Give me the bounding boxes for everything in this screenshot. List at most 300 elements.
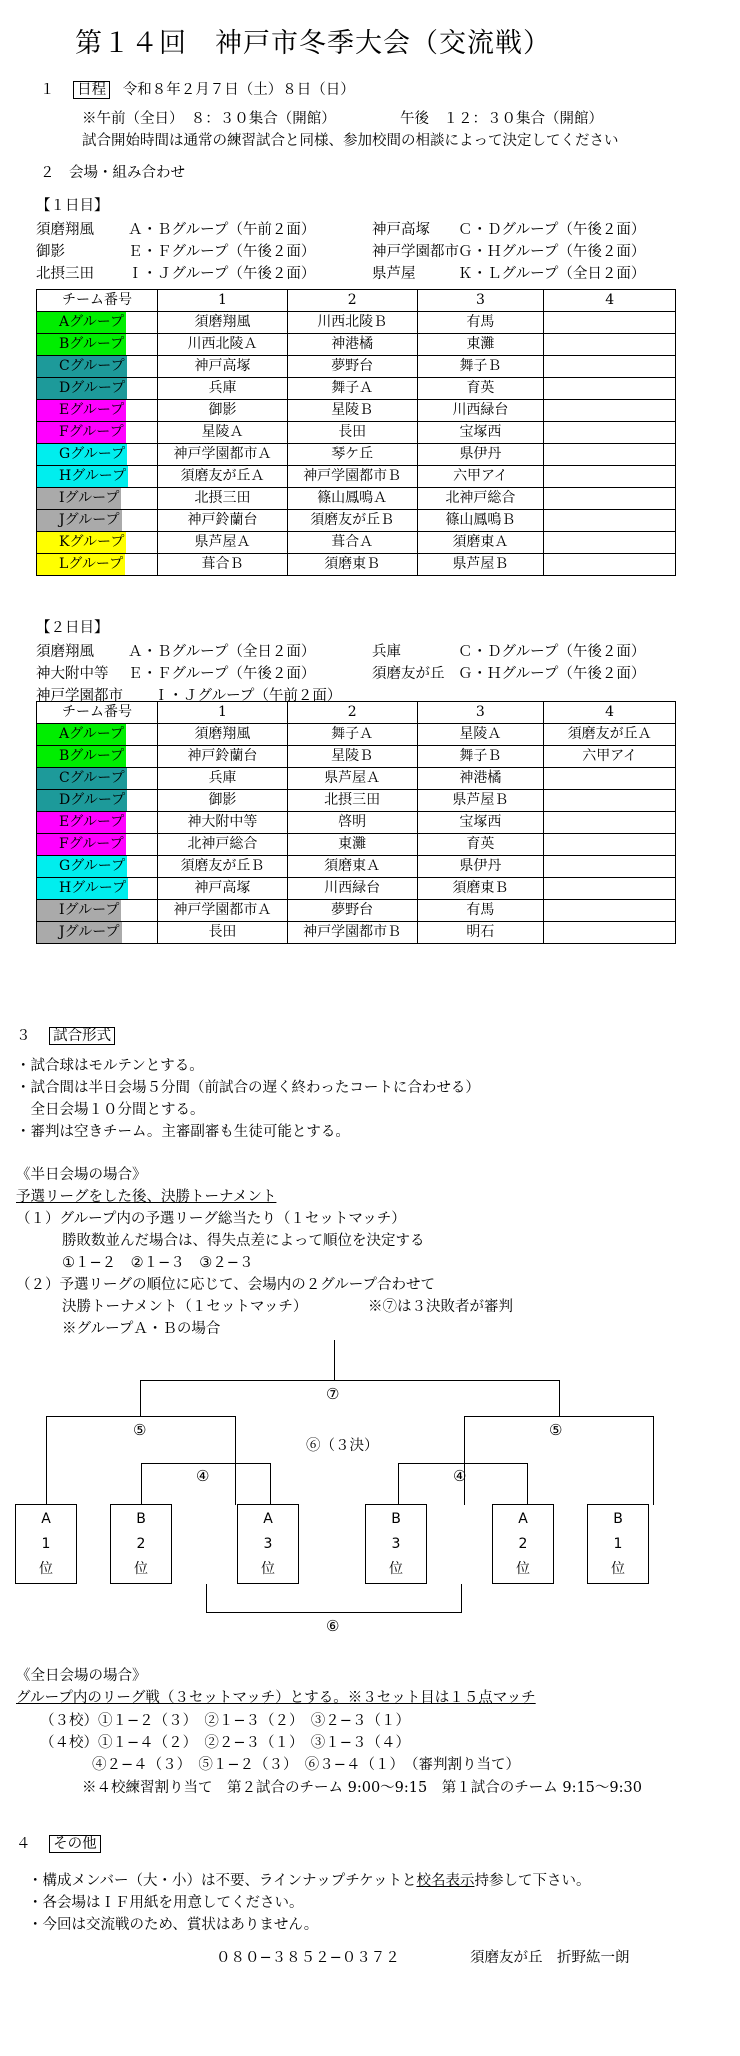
venue-name: 神戸学園都市	[36, 688, 123, 704]
group-cell	[37, 422, 158, 444]
bracket-team-text: B	[136, 1511, 146, 1527]
other-bullet: ・今回は交流戦のため、賞状はありません。	[28, 1917, 319, 1933]
group-suffix: グループ	[64, 902, 120, 918]
group-suffix: グループ	[70, 446, 126, 462]
table-row	[37, 746, 676, 768]
practice-assignment: ※４校練習割り当て 第２試合のチーム 9:00〜9:15 第１試合のチーム 9:15〜9:30	[82, 1780, 642, 1796]
team-cell: 川西北陵Ａ	[158, 334, 288, 356]
group-letter: J	[59, 512, 65, 528]
schedule-label: 日程	[73, 81, 110, 99]
group-label	[37, 768, 127, 789]
venue-name: 兵庫	[372, 644, 401, 660]
group-suffix: グループ	[69, 770, 125, 786]
table-row	[37, 356, 676, 378]
team-cell	[544, 510, 676, 532]
column-header: 1	[158, 702, 288, 724]
bracket-team-text: 3	[391, 1536, 401, 1552]
team-cell: 舞子Ｂ	[417, 356, 544, 378]
team-cell	[544, 334, 676, 356]
group-label	[37, 554, 125, 575]
bracket-team-text: A	[263, 1511, 273, 1527]
team-cell: 神戸学園都市Ｂ	[287, 922, 417, 944]
team-cell: 舞子Ａ	[287, 378, 417, 400]
semifinal-label: ⑤	[549, 1421, 563, 1439]
half-day-line: 勝敗数並んだ場合は、得失点差によって順位を決定する	[62, 1233, 425, 1249]
group-cell	[37, 856, 158, 878]
venue-name: 神戸学園都市	[372, 244, 459, 260]
school-name-display: 校名表示	[416, 1873, 475, 1889]
team-cell: 北神戸総合	[417, 488, 544, 510]
group-label	[37, 878, 128, 899]
bracket-team-text: B	[613, 1511, 623, 1527]
group-label	[37, 466, 128, 487]
bracket-line	[140, 1380, 560, 1417]
team-cell: 夢野台	[287, 356, 417, 378]
group-suffix: グループ	[69, 402, 125, 418]
section-number: ４	[16, 1836, 31, 1852]
group-label	[37, 790, 127, 811]
group-label	[37, 922, 122, 943]
group-letter: A	[59, 314, 70, 330]
group-letter: G	[59, 446, 71, 462]
group-cell	[37, 444, 158, 466]
other-section	[16, 1836, 101, 1853]
venue-name: 神戸高塚	[372, 222, 430, 238]
bracket-team-box	[365, 1504, 427, 1584]
group-cell	[37, 768, 158, 790]
table-row	[37, 466, 676, 488]
group-label	[37, 444, 127, 465]
team-cell: 神戸鈴蘭台	[158, 510, 288, 532]
table-row	[37, 532, 676, 554]
group-cell	[37, 510, 158, 532]
group-cell	[37, 790, 158, 812]
team-cell: 須磨東Ａ	[287, 856, 417, 878]
group-suffix: グループ	[69, 534, 125, 550]
group-letter: J	[59, 924, 65, 940]
team-cell: 兵庫	[158, 768, 288, 790]
venue-name: 須磨翔風	[36, 222, 94, 238]
other-bullet-text: ・構成メンバー（大・小）は不要、ラインナップチケットと	[28, 1873, 417, 1889]
group-label	[37, 532, 126, 553]
group-suffix: グループ	[70, 792, 126, 808]
bracket-team-box	[15, 1504, 77, 1584]
group-letter: F	[59, 424, 69, 440]
team-cell: 県伊丹	[417, 856, 544, 878]
team-cell	[544, 466, 676, 488]
column-header: 4	[544, 290, 676, 312]
full-day-rotation: （３校）①１−２（３） ②１−３（２） ③２−３（１）	[40, 1713, 410, 1729]
team-cell: 神戸高塚	[158, 878, 288, 900]
bracket-team-box	[492, 1504, 554, 1584]
group-cell	[37, 400, 158, 422]
table-row	[37, 334, 676, 356]
team-cell: 神戸学園都市Ａ	[158, 900, 288, 922]
team-cell	[544, 768, 676, 790]
team-cell: 有馬	[417, 312, 544, 334]
full-day-rotation: （４校）①１−４（２） ②２−３（１） ③１−３（４）	[40, 1735, 410, 1751]
group-cell	[37, 724, 158, 746]
bracket-line	[206, 1584, 462, 1613]
team-cell	[544, 790, 676, 812]
group-suffix: グループ	[70, 380, 126, 396]
group-letter: K	[59, 534, 70, 550]
team-cell: 県伊丹	[417, 444, 544, 466]
team-cell: 須磨東Ａ	[417, 532, 544, 554]
group-suffix: グループ	[71, 468, 127, 484]
contact-name: 須磨友が丘 折野紘一朗	[470, 1950, 630, 1966]
format-bullet: 全日会場１０分間とする。	[16, 1102, 205, 1118]
team-cell	[544, 812, 676, 834]
half-day-line: ※グループＡ・Ｂの場合	[62, 1321, 221, 1337]
venue-groups: Ｇ・Ｈグループ（午後２面）	[458, 666, 646, 682]
team-cell: 宝塚西	[417, 812, 544, 834]
third-place-text: （３決）	[320, 1438, 379, 1454]
group-suffix: グループ	[64, 490, 120, 506]
table-row	[37, 422, 676, 444]
column-header: チーム番号	[37, 290, 158, 312]
team-cell: 星陵Ｂ	[287, 746, 417, 768]
full-day-heading: 《全日会場の場合》	[16, 1668, 147, 1684]
referee-note: ※⑦は３決敗者が審判	[368, 1299, 513, 1315]
team-cell: 神戸高塚	[158, 356, 288, 378]
team-cell: 神港橘	[287, 334, 417, 356]
team-cell: 啓明	[287, 812, 417, 834]
bracket-team-text: 3	[263, 1536, 273, 1552]
section-number: １	[40, 82, 55, 98]
group-cell	[37, 812, 158, 834]
group-cell	[37, 356, 158, 378]
venue-groups: Ｃ・Ｄグループ（午後２面）	[458, 222, 646, 238]
half-day-subheading: 予選リーグをした後、決勝トーナメント	[16, 1189, 277, 1205]
team-cell: 兵庫	[158, 378, 288, 400]
group-letter: C	[59, 358, 70, 374]
group-letter: D	[59, 792, 71, 808]
team-cell: 星陵Ａ	[417, 724, 544, 746]
team-cell	[544, 400, 676, 422]
bracket-team-box	[237, 1504, 299, 1584]
bracket-team-text: 位	[39, 1561, 53, 1577]
venue-groups: Ｃ・Ｄグループ（午後２面）	[458, 644, 646, 660]
group-label	[37, 812, 126, 833]
table-row	[37, 856, 676, 878]
group-cell	[37, 922, 158, 944]
team-cell: 須磨友が丘Ｂ	[287, 510, 417, 532]
column-header: 1	[158, 290, 288, 312]
column-header: 2	[287, 290, 417, 312]
team-cell: 篠山鳳鳴Ｂ	[417, 510, 544, 532]
team-cell	[544, 878, 676, 900]
table-row	[37, 444, 676, 466]
schedule-note-pm: 午後 １２：３０集合（開館）	[400, 111, 603, 127]
team-cell: 須磨翔風	[158, 724, 288, 746]
group-letter: C	[59, 770, 70, 786]
team-cell: 東灘	[417, 334, 544, 356]
team-cell: 神戸鈴蘭台	[158, 746, 288, 768]
section-number: ３	[16, 1028, 31, 1044]
group-suffix: グループ	[70, 858, 126, 874]
bracket-team-text: 位	[261, 1561, 275, 1577]
team-cell: 有馬	[417, 900, 544, 922]
team-cell: 舞子Ｂ	[417, 746, 544, 768]
team-cell: 川西緑台	[417, 400, 544, 422]
table-row	[37, 900, 676, 922]
venue-name: 須磨友が丘	[372, 666, 445, 682]
team-cell: 北摂三田	[158, 488, 288, 510]
group-letter: I	[59, 902, 65, 918]
team-cell: 長田	[287, 422, 417, 444]
bracket-team-text: 1	[41, 1536, 51, 1552]
bracket-team-text: 位	[611, 1561, 625, 1577]
group-cell	[37, 746, 158, 768]
table-row	[37, 768, 676, 790]
format-bullet: ・試合球はモルテンとする。	[16, 1058, 204, 1074]
team-cell: 神戸学園都市Ａ	[158, 444, 288, 466]
venue-name: 神大附中等	[36, 666, 109, 682]
table-row	[37, 312, 676, 334]
contact-phone: ０８０−３８５２−０３７２	[216, 1950, 400, 1966]
group-cell	[37, 312, 158, 334]
group-suffix: グループ	[69, 314, 125, 330]
group-suffix: グループ	[69, 726, 125, 742]
team-cell: 宝塚西	[417, 422, 544, 444]
half-day-heading: 《半日会場の場合》	[16, 1167, 147, 1183]
group-suffix: グループ	[64, 924, 120, 940]
team-cell: 須磨友が丘Ａ	[544, 724, 676, 746]
quarterfinal-label: ④	[196, 1467, 210, 1485]
group-suffix: グループ	[71, 880, 127, 896]
bracket-team-text: B	[391, 1511, 401, 1527]
bracket-team-text: 位	[516, 1561, 530, 1577]
venue-groups: Ｉ・Ｊグループ（午前２面）	[154, 688, 342, 704]
group-suffix: グループ	[69, 748, 125, 764]
venue-name: 須磨翔風	[36, 644, 94, 660]
group-letter: F	[59, 836, 69, 852]
group-cell	[37, 378, 158, 400]
team-cell: 六甲アイ	[544, 746, 676, 768]
team-cell: 須磨翔風	[158, 312, 288, 334]
other-bullet	[28, 1873, 590, 1890]
team-cell: 御影	[158, 400, 288, 422]
team-cell: 葺合Ａ	[287, 532, 417, 554]
column-header: 3	[417, 290, 544, 312]
format-label: 試合形式	[49, 1027, 115, 1045]
day1-label: 【１日目】	[36, 198, 109, 214]
bracket-team-text: A	[41, 1511, 51, 1527]
table-header-row	[37, 290, 676, 312]
venue-heading: ２ 会場・組み合わせ	[40, 165, 185, 181]
other-bullet: ・各会場はＩＦ用紙を用意してください。	[28, 1895, 304, 1911]
group-suffix: グループ	[69, 814, 125, 830]
bracket-team-text: 1	[613, 1536, 623, 1552]
team-cell: 県芦屋Ａ	[158, 532, 288, 554]
group-suffix: グループ	[69, 336, 125, 352]
team-cell: 県芦屋Ａ	[287, 768, 417, 790]
group-label	[37, 746, 126, 767]
format-bullet: ・審判は空きチーム。主審副審も生徒可能とする。	[16, 1124, 350, 1140]
team-cell: 六甲アイ	[417, 466, 544, 488]
full-day-rotation: ④２−４（３） ⑤１−２（３） ⑥３−４（１） （審判割り当て）	[92, 1757, 520, 1773]
half-day-line: ①１−２ ②１−３ ③２−３	[62, 1255, 254, 1271]
team-cell	[544, 488, 676, 510]
bracket-team-box	[110, 1504, 172, 1584]
team-cell: 川西緑台	[287, 878, 417, 900]
table-row	[37, 724, 676, 746]
day2-label: 【２日目】	[36, 620, 109, 636]
group-label	[37, 312, 126, 333]
group-cell	[37, 466, 158, 488]
venue-groups: Ａ・Ｂグループ（午前２面）	[128, 222, 316, 238]
team-cell: 川西北陵Ｂ	[287, 312, 417, 334]
team-cell	[544, 312, 676, 334]
group-suffix: グループ	[68, 424, 124, 440]
venue-groups: Ｋ・Ｌグループ（全日２面）	[458, 266, 646, 282]
half-day-line: （１）グループ内の予選リーグ総当たり（１セットマッチ）	[16, 1211, 406, 1227]
team-cell: 夢野台	[287, 900, 417, 922]
bracket-team-text: A	[518, 1511, 528, 1527]
team-cell: 県芦屋Ｂ	[417, 790, 544, 812]
group-label	[37, 724, 126, 745]
group-label	[37, 422, 126, 443]
team-cell	[544, 422, 676, 444]
group-suffix: グループ	[64, 512, 120, 528]
table-row	[37, 378, 676, 400]
team-cell	[544, 356, 676, 378]
venue-groups: Ａ・Ｂグループ（全日２面）	[128, 644, 316, 660]
team-cell: 神港橘	[417, 768, 544, 790]
column-header: 4	[544, 702, 676, 724]
group-label	[37, 834, 126, 855]
table-row	[37, 554, 676, 576]
venue-name: 県芦屋	[372, 266, 416, 282]
team-cell: 舞子Ａ	[287, 724, 417, 746]
group-letter: A	[59, 726, 70, 742]
team-cell: 育英	[417, 378, 544, 400]
format-bullet: ・試合間は半日会場５分間（前試合の遅く終わったコートに合わせる）	[16, 1080, 480, 1096]
column-header: 3	[417, 702, 544, 724]
team-cell: 長田	[158, 922, 288, 944]
group-letter: L	[59, 556, 69, 572]
venue-groups: Ｅ・Ｆグループ（午後２面）	[128, 666, 316, 682]
group-label	[37, 900, 121, 921]
team-cell	[544, 900, 676, 922]
venue-groups: Ｉ・Ｊグループ（午後２面）	[128, 266, 316, 282]
group-letter: G	[59, 858, 71, 874]
team-cell: 葺合Ｂ	[158, 554, 288, 576]
third-place-bottom-label: ⑥	[326, 1617, 340, 1635]
table-row	[37, 400, 676, 422]
venue-name: 北摂三田	[36, 266, 94, 282]
bracket-team-text: 位	[134, 1561, 148, 1577]
schedule-note-am: ※午前（全日） ８：３０集合（開館）	[82, 111, 336, 127]
team-cell: 北摂三田	[287, 790, 417, 812]
group-letter: B	[59, 336, 70, 352]
venue-name: 御影	[36, 244, 65, 260]
final-match-label: ⑦	[326, 1385, 340, 1403]
group-label	[37, 488, 121, 509]
group-letter: E	[59, 814, 70, 830]
team-cell	[544, 554, 676, 576]
group-cell	[37, 900, 158, 922]
group-letter: E	[59, 402, 70, 418]
bracket-team-text: 2	[136, 1536, 146, 1552]
team-cell: 神戸学園都市Ｂ	[287, 466, 417, 488]
team-cell: 県芦屋Ｂ	[417, 554, 544, 576]
team-cell: 星陵Ａ	[158, 422, 288, 444]
table-row	[37, 922, 676, 944]
bracket-team-box	[587, 1504, 649, 1584]
schedule-section	[40, 82, 355, 99]
group-cell	[37, 334, 158, 356]
table-row	[37, 790, 676, 812]
team-cell: 須磨東Ｂ	[417, 878, 544, 900]
team-cell: 星陵Ｂ	[287, 400, 417, 422]
bracket-team-text: 2	[518, 1536, 528, 1552]
group-cell	[37, 878, 158, 900]
schedule-note-start: 試合開始時間は通常の練習試合と同様、参加校間の相談によって決定してください	[82, 133, 619, 149]
team-cell: 東灘	[287, 834, 417, 856]
third-place-number: ⑥	[306, 1438, 321, 1454]
team-cell	[544, 922, 676, 944]
team-cell: 育英	[417, 834, 544, 856]
bracket-line	[334, 1340, 335, 1380]
venue-groups: Ｅ・Ｆグループ（午後２面）	[128, 244, 316, 260]
table-row	[37, 510, 676, 532]
team-cell	[544, 378, 676, 400]
table-row	[37, 488, 676, 510]
other-label: その他	[49, 1835, 101, 1853]
group-cell	[37, 532, 158, 554]
group-cell	[37, 488, 158, 510]
group-letter: I	[59, 490, 65, 506]
team-cell	[544, 856, 676, 878]
team-cell	[544, 834, 676, 856]
day2-table	[36, 701, 676, 944]
full-day-subheading: グループ内のリーグ戦（３セットマッチ）とする。※３セット目は１５点マッチ	[16, 1690, 536, 1706]
group-letter: B	[59, 748, 70, 764]
page-title: 第１４回 神戸市冬季大会（交流戦）	[75, 28, 551, 59]
group-cell	[37, 554, 158, 576]
group-cell	[37, 834, 158, 856]
venue-groups: Ｇ・Ｈグループ（午後２面）	[458, 244, 646, 260]
group-suffix: グループ	[68, 836, 124, 852]
group-letter: H	[59, 468, 72, 484]
group-label	[37, 378, 127, 399]
team-cell: 須磨友が丘Ａ	[158, 466, 288, 488]
group-letter: H	[59, 880, 72, 896]
half-day-line: （２）予選リーグの順位に応じて、会場内の２グループ合わせて	[16, 1277, 436, 1293]
team-cell: 篠山鳳鳴Ａ	[287, 488, 417, 510]
group-label	[37, 510, 122, 531]
other-bullet-text: 持参して下さい。	[474, 1873, 591, 1889]
group-label	[37, 356, 127, 377]
table-row	[37, 812, 676, 834]
team-cell: 御影	[158, 790, 288, 812]
group-suffix: グループ	[68, 556, 124, 572]
team-cell: 明石	[417, 922, 544, 944]
team-cell: 琴ケ丘	[287, 444, 417, 466]
column-header: 2	[287, 702, 417, 724]
bracket-team-text: 位	[389, 1561, 403, 1577]
third-place-label	[306, 1434, 379, 1455]
table-row	[37, 834, 676, 856]
semifinal-label: ⑤	[133, 1421, 147, 1439]
group-label	[37, 856, 127, 877]
team-cell: 神大附中等	[158, 812, 288, 834]
team-cell	[544, 532, 676, 554]
half-day-line: 決勝トーナメント（１セットマッチ）	[62, 1299, 308, 1315]
column-header: チーム番号	[37, 702, 158, 724]
